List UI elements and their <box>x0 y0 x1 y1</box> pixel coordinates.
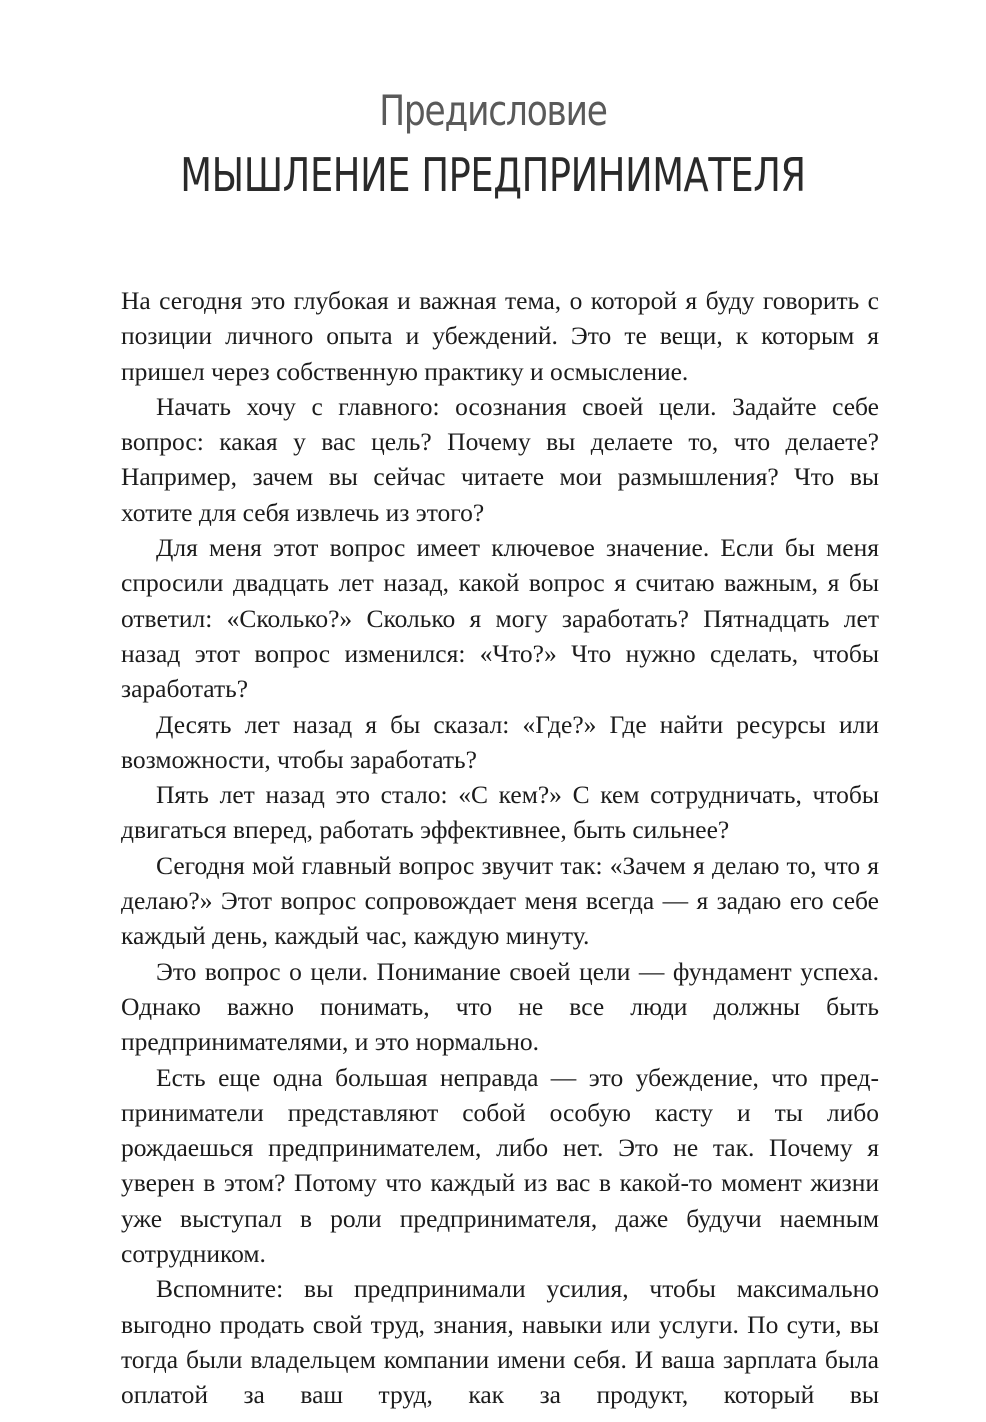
paragraph: Пять лет назад это стало: «С кем?» С кем сотрудничать, чтобы двигаться вперед, работать эффективнее, быть сильнее? <box>121 780 879 845</box>
paragraph: Сегодня мой главный вопрос звучит так: «Зачем я делаю то, что я делаю?» Этот вопрос сопровождает меня всегда — я задаю его себе каждый день, каждый час, каждую минуту. <box>121 850 879 951</box>
chapter-title: МЫШЛЕНИЕ ПРЕДПРИНИМАТЕЛЯ <box>180 148 806 202</box>
paragraph: Начать хочу с главного: осознания своей цели. Задайте себе вопрос: какая у вас цель? Почему вы делаете то, что делаете? Например, зачем вы сейчас читаете мои размышления? Что вы хотите для себя извлечь из этого? <box>121 391 879 527</box>
paragraph: Десять лет назад я бы сказал: «Где?» Где найти ресурсы или возможности, чтобы заработать? <box>121 709 879 774</box>
paragraph: Есть еще одна большая неправда — это убеждение, что предприниматели представляют собой особую касту и ты либо рождаешься предпринимателем, либо нет. Это не так. Почему я уверен в этом? Потому что каждый из вас в какой-то момент жизни уже выступал в роли предпринимателя, даже будучи наемным сотрудником. <box>121 1062 879 1269</box>
chapter-body <box>121 283 879 1413</box>
paragraph: На сегодня это глубокая и важная тема, о которой я буду говорить с позиции личного опыта и убеждений. Это те вещи, к которым я пришел через собственную практику и осмысление. <box>121 286 879 386</box>
paragraph: Для меня этот вопрос имеет ключевое значение. Если бы меня спросили двадцать лет назад, какой вопрос я считаю важным, я бы ответил: «Сколько?» Сколько я могу заработать? Пятнадцать лет назад этот вопрос изменился: «Что?» Что нужно сделать, чтобы заработать? <box>121 533 879 704</box>
paragraph: Это вопрос о цели. Понимание своей цели — фундамент успеха. Однако важно понимать, что не все люди должны быть предпринимателями, и это нормально. <box>121 956 879 1057</box>
paragraph: Вспомните: вы предпринимали усилия, чтобы максимально выгодно продать свой труд, знания, навыки или услуги. По сути, вы тогда были владельцем компании имени себя. И ваша зарплата была оплатой за ваш труд, как за продукт, который вы <box>121 1274 879 1410</box>
chapter-subtitle: Предисловие <box>379 86 607 135</box>
